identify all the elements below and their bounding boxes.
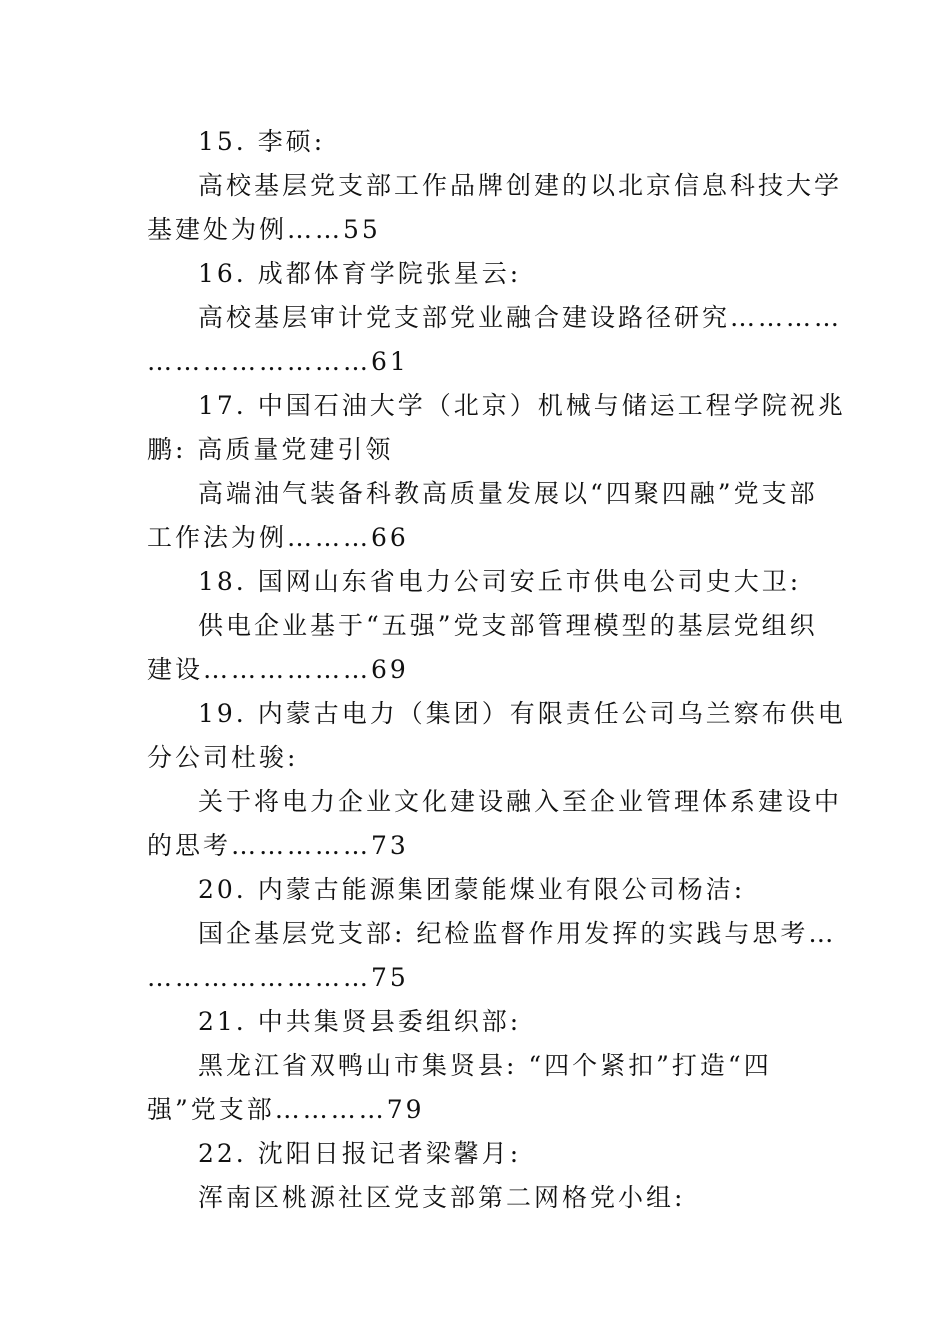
toc-entry-22-author: 22. 沈阳日报记者梁馨月:: [198, 1139, 522, 1168]
toc-entry-20-title: 国企基层党支部: 纪检监督作用发挥的实践与思考…: [198, 919, 837, 948]
toc-entry-15-title-cont: 基建处为例……55: [147, 215, 381, 244]
toc-entry-19-author-cont: 分公司杜骏:: [147, 743, 299, 772]
toc-entry-21-title-cont: 强”党支部…………79: [147, 1095, 425, 1124]
toc-entry-17-title-cont: 工作法为例………66: [147, 523, 409, 552]
toc-entry-19-title: 关于将电力企业文化建设融入至企业管理体系建设中: [198, 787, 843, 816]
toc-entry-15-title: 高校基层党支部工作品牌创建的以北京信息科技大学: [198, 171, 843, 200]
toc-entry-20-title-cont: ……………………75: [147, 963, 409, 992]
toc-entry-19-author: 19. 内蒙古电力（集团）有限责任公司乌兰察布供电: [198, 699, 846, 728]
toc-list: [147, 120, 846, 1220]
toc-entry-21-title: 黑龙江省双鸭山市集贤县: “四个紧扣”打造“四: [198, 1051, 772, 1080]
toc-entry-18-author: 18. 国网山东省电力公司安丘市供电公司史大卫:: [198, 567, 802, 596]
toc-entry-22-title: 浑南区桃源社区党支部第二网格党小组:: [198, 1183, 686, 1212]
toc-entry-21-author: 21. 中共集贤县委组织部:: [198, 1007, 522, 1036]
toc-entry-17-author-cont: 鹏: 高质量党建引领: [147, 435, 394, 464]
toc-entry-16-title: 高校基层审计党支部党业融合建设路径研究…………: [198, 303, 843, 332]
toc-entry-16-title-cont: ……………………61: [147, 347, 409, 376]
toc-entry-19-title-cont: 的思考……………73: [147, 831, 409, 860]
toc-entry-18-title-cont: 建设………………69: [147, 655, 409, 684]
toc-entry-17-title: 高端油气装备科教高质量发展以“四聚四融”党支部: [198, 479, 818, 508]
toc-entry-16-author: 16. 成都体育学院张星云:: [198, 259, 522, 288]
toc-entry-17-author: 17. 中国石油大学（北京）机械与储运工程学院祝兆: [198, 391, 846, 420]
toc-entry-20-author: 20. 内蒙古能源集团蒙能煤业有限公司杨洁:: [198, 875, 746, 904]
toc-entry-18-title: 供电企业基于“五强”党支部管理模型的基层党组织: [198, 611, 818, 640]
toc-entry-15-author: 15. 李硕:: [198, 127, 326, 156]
